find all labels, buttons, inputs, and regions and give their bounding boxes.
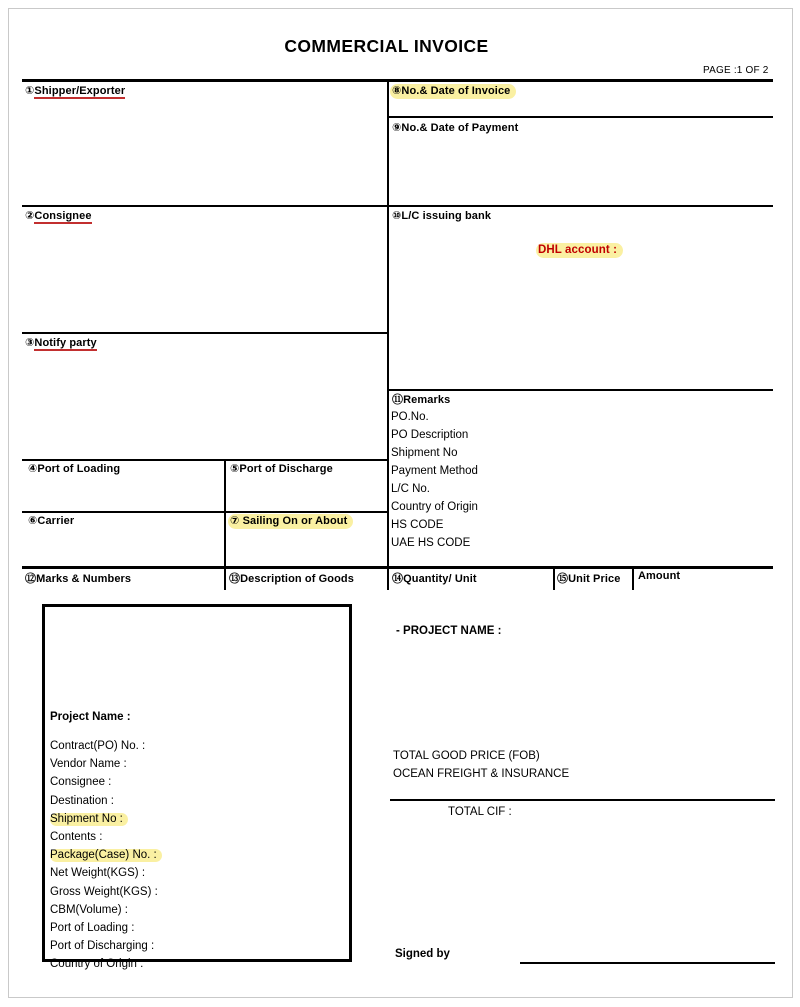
box-item-highlighted — [50, 846, 162, 864]
label-sailing-on-or-about — [230, 514, 353, 527]
box-field-list — [50, 737, 162, 974]
label-remarks-text: Remarks — [403, 394, 451, 406]
label-shipper-exporter — [25, 84, 125, 97]
total-good-price-fob: TOTAL GOOD PRICE (FOB) — [393, 750, 540, 762]
label-quantity-text: Quantity/ Unit — [403, 573, 477, 585]
label-lc-issuing-bank — [392, 209, 491, 222]
remarks-item: Country of Origin — [391, 501, 478, 513]
package-case-no-highlight: Package(Case) No. : — [50, 849, 162, 862]
box-item: Vendor Name : — [50, 758, 127, 771]
signed-by-label: Signed by — [395, 948, 450, 960]
label-port-loading-text: Port of Loading — [37, 463, 121, 475]
page-number: PAGE :1 OF 2 — [703, 65, 769, 76]
box-item: Port of Discharging : — [50, 940, 155, 953]
label-carrier-num: ⑥ — [28, 515, 38, 527]
label-sailing-num: ⑦ — [230, 515, 240, 527]
label-amount: Amount — [638, 570, 681, 582]
document-title: COMMERCIAL INVOICE — [284, 36, 489, 56]
divider-notify-ports — [22, 459, 388, 461]
dhl-account-note — [538, 244, 623, 256]
label-notify-text: Notify party — [34, 337, 97, 349]
label-invoice-text: No.& Date of Invoice — [401, 85, 511, 97]
label-description-of-goods — [229, 570, 354, 586]
divider-items-header-heavy — [22, 566, 773, 569]
remarks-item: Shipment No — [391, 447, 458, 459]
total-cif-label: TOTAL CIF : — [448, 806, 512, 818]
label-port-loading-num: ④ — [28, 463, 38, 475]
remarks-field-list — [391, 408, 478, 552]
label-quantity-num: ⑭ — [392, 573, 404, 585]
label-shipper-num: ① — [25, 85, 35, 97]
dhl-account-highlight: DHL account : — [536, 243, 623, 258]
label-lcbank-text: L/C issuing bank — [401, 210, 492, 222]
signature-line — [520, 962, 775, 964]
project-name-heading: - PROJECT NAME : — [396, 625, 502, 637]
label-unit-price — [557, 570, 620, 586]
box-item-highlighted — [50, 810, 162, 828]
box-item: Country of Origin : — [50, 958, 144, 971]
label-port-discharge-text: Port of Discharge — [239, 463, 333, 475]
label-notify-party — [25, 336, 97, 349]
divider-consignee-notify — [22, 332, 388, 334]
divider-port-columns — [224, 459, 226, 590]
divider-invoice-payment — [388, 116, 773, 118]
label-description-num: ⑬ — [229, 573, 241, 585]
remarks-item: PO Description — [391, 429, 469, 441]
remarks-item: Payment Method — [391, 465, 478, 477]
total-cif-rule — [390, 799, 775, 801]
label-port-of-discharge — [230, 462, 333, 475]
label-marks-text: Marks & Numbers — [36, 573, 132, 585]
box-item: CBM(Volume) : — [50, 903, 128, 916]
label-no-date-of-payment — [392, 121, 518, 134]
label-sailing-text: Sailing On or About — [239, 515, 348, 527]
label-consignee — [25, 209, 92, 222]
ocean-freight-insurance: OCEAN FREIGHT & INSURANCE — [393, 768, 570, 780]
divider-unitprice-amount — [632, 566, 634, 590]
label-quantity-unit — [392, 570, 477, 586]
label-invoice-highlight — [390, 84, 516, 99]
box-item: Gross Weight(KGS) : — [50, 885, 158, 898]
divider-shipper-consignee — [22, 205, 773, 207]
box-item: Port of Loading : — [50, 922, 135, 935]
box-project-name-label: Project Name : — [50, 711, 131, 723]
remarks-item: L/C No. — [391, 483, 430, 495]
label-carrier — [28, 514, 74, 527]
divider-top-heavy — [22, 79, 773, 82]
label-lcbank-num: ⑩ — [392, 210, 402, 222]
box-item: Contents : — [50, 831, 103, 844]
divider-center-vertical — [387, 79, 389, 590]
label-remarks — [392, 391, 450, 407]
label-unitprice-num: ⑮ — [557, 573, 569, 585]
label-marks-and-numbers — [25, 570, 131, 586]
remarks-item: PO.No. — [391, 411, 429, 423]
label-marks-num: ⑫ — [25, 573, 37, 585]
label-consignee-text: Consignee — [34, 210, 92, 222]
label-sailing-highlight — [228, 514, 353, 529]
label-no-date-of-invoice — [392, 84, 516, 97]
box-item: Destination : — [50, 794, 114, 807]
label-description-text: Description of Goods — [240, 573, 354, 585]
label-remarks-num: ⑪ — [392, 394, 404, 406]
shipment-no-highlight: Shipment No : — [50, 813, 128, 826]
box-item: Consignee : — [50, 776, 112, 789]
label-carrier-text: Carrier — [37, 515, 75, 527]
label-consignee-num: ② — [25, 210, 35, 222]
label-invoice-num: ⑧ — [392, 85, 402, 97]
box-item: Net Weight(KGS) : — [50, 867, 146, 880]
shipping-details-box — [42, 604, 352, 971]
remarks-item: UAE HS CODE — [391, 537, 471, 549]
label-port-of-loading — [28, 462, 120, 475]
divider-ports-carrier — [22, 511, 388, 513]
label-payment-num: ⑨ — [392, 122, 402, 134]
label-unitprice-text: Unit Price — [568, 573, 621, 585]
box-item: Contract(PO) No. : — [50, 740, 146, 752]
label-shipper-text: Shipper/Exporter — [34, 85, 126, 97]
label-notify-num: ③ — [25, 337, 35, 349]
label-port-discharge-num: ⑤ — [230, 463, 240, 475]
divider-quantity-unitprice — [553, 566, 555, 590]
remarks-item: HS CODE — [391, 519, 444, 531]
label-payment-text: No.& Date of Payment — [401, 122, 519, 134]
